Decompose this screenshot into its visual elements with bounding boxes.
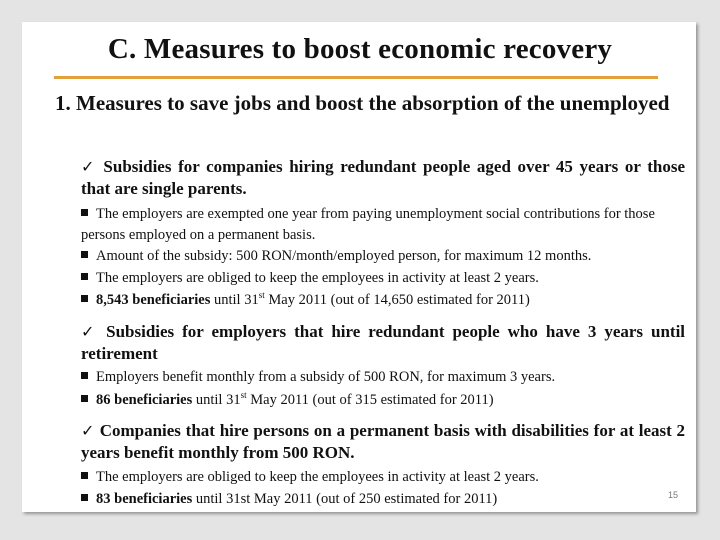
bullet-2-2-text-rest: May 2011 (out of 315 estimated for 2011)	[246, 392, 494, 408]
check-item-2	[81, 321, 685, 365]
bullet-1-3-text: The employers are obliged to keep the employees in activity at least 2 years.	[96, 270, 539, 286]
ordinal-suffix: st	[258, 290, 265, 301]
title-underline	[54, 76, 658, 79]
bullet-3-1	[81, 467, 685, 488]
bullet-1-4	[81, 290, 685, 311]
frame-bottom	[0, 512, 720, 540]
bullet-1-4-text: until 31	[210, 292, 259, 308]
bullet-square-icon	[81, 251, 88, 258]
check-item-1	[81, 156, 685, 200]
check-item-1-text: Subsidies for companies hiring redundant people aged over 45 years or those that are single parents.	[81, 157, 686, 198]
bullet-2-2	[81, 390, 685, 411]
bullet-3-2-text: until 31st May 2011 (out of 250 estimated for 2011)	[192, 491, 498, 507]
bullet-3-1-text: The employers are obliged to keep the employees in activity at least 2 years.	[96, 469, 539, 485]
check-item-3	[81, 420, 685, 464]
ordinal-suffix: st	[240, 390, 247, 401]
beneficiaries-count: 86 beneficiaries	[96, 392, 193, 408]
bullet-1-4-text-rest: May 2011 (out of 14,650 estimated for 2011)	[264, 292, 530, 308]
beneficiaries-count: 8,543 beneficiaries	[96, 292, 211, 308]
beneficiaries-count: 83 beneficiaries	[96, 491, 193, 507]
bullet-1-1-text: The employers are exempted one year from paying unemployment social contributions for those persons employed on a permanent basis.	[81, 206, 655, 243]
bullet-2-1	[81, 367, 685, 388]
frame-left	[0, 0, 22, 540]
check-icon: ✓	[81, 157, 97, 176]
bullet-square-icon	[81, 372, 88, 379]
bullet-square-icon	[81, 494, 88, 501]
section-heading: 1. Measures to save jobs and boost the absorption of the unemployed	[55, 91, 670, 115]
bullet-1-2	[81, 246, 685, 267]
check-item-2-text: Subsidies for employers that hire redundant people who have 3 years until retirement	[81, 322, 686, 363]
page-number: 15	[668, 490, 679, 500]
bullet-1-2-text: Amount of the subsidy: 500 RON/month/employed person, for maximum 12 months.	[96, 248, 592, 264]
bullet-3-2	[81, 489, 685, 510]
bullet-square-icon	[81, 395, 88, 402]
frame-right	[696, 0, 720, 540]
bullet-2-2-text: until 31	[192, 392, 241, 408]
bullet-1-3	[81, 268, 685, 289]
bullet-square-icon	[81, 209, 88, 216]
check-icon: ✓	[81, 322, 99, 341]
bullet-square-icon	[81, 472, 88, 479]
bullet-square-icon	[81, 273, 88, 280]
bullet-square-icon	[81, 295, 88, 302]
slide-title: C. Measures to boost economic recovery	[107, 33, 613, 65]
bullet-1-1	[81, 204, 685, 246]
check-item-3-text: Companies that hire persons on a permanent basis with disabilities for at least 2 years benefit monthly from 500 RON.	[81, 421, 686, 462]
frame-top	[0, 0, 720, 22]
bullet-2-1-text: Employers benefit monthly from a subsidy of 500 RON, for maximum 3 years.	[96, 369, 556, 385]
check-icon: ✓	[81, 421, 95, 440]
